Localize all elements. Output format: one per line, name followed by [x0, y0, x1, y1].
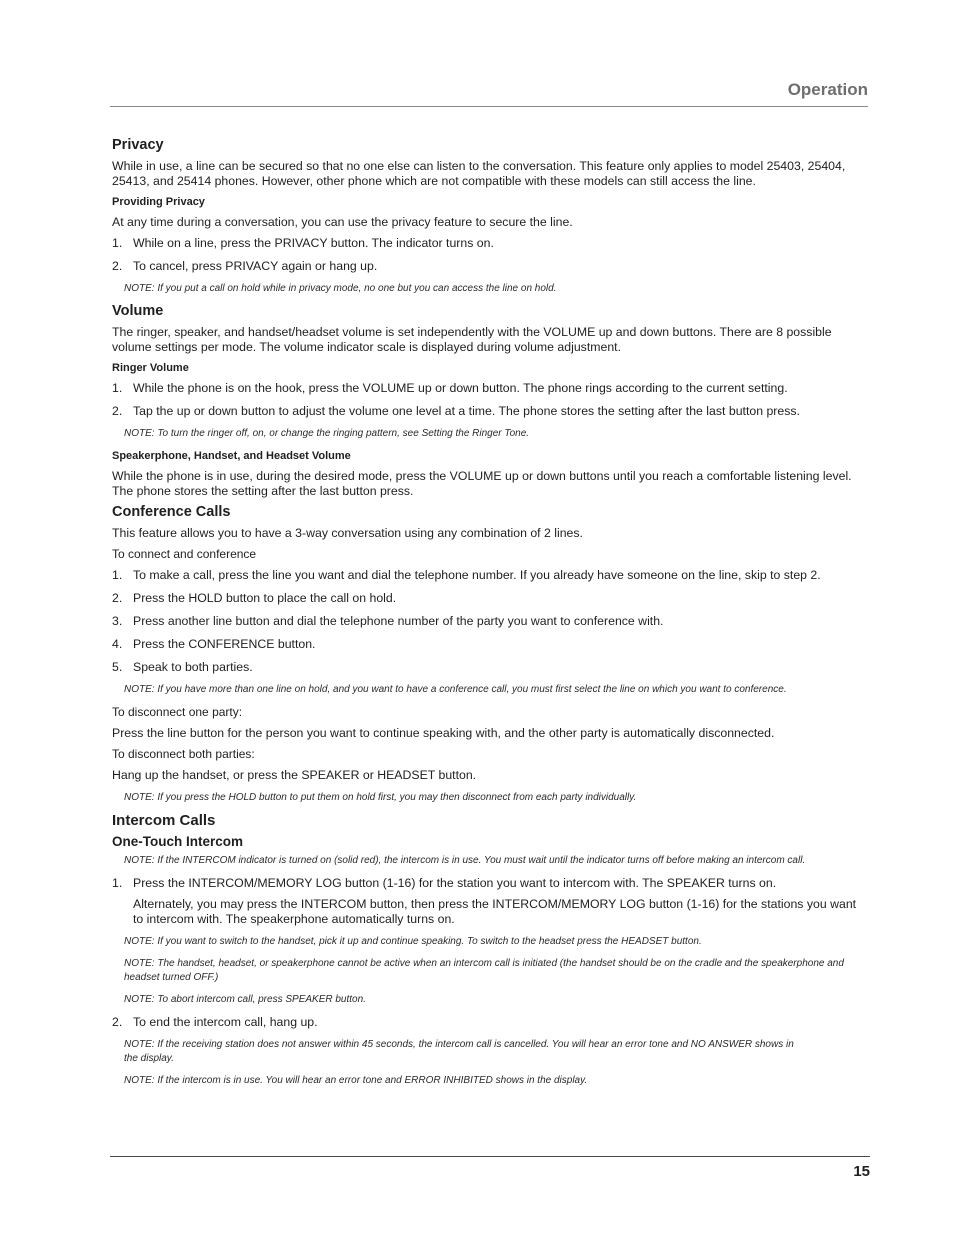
list-item — [112, 236, 866, 251]
step-text: While the phone is on the hook, press the VOLUME up or down button. The phone rings according to the current setting. — [133, 381, 788, 395]
intercom-in-use-note: NOTE: If the INTERCOM indicator is turned on (solid red), the intercom is in use. You must wait until the indicator turns off before making an intercom call. — [124, 855, 806, 866]
volume-intro: The ringer, speaker, and handset/headset volume is set independently with the VOLUME up and down buttons. There are 8 possible volume settings per mode. The volume indicator scale is displayed during volume adjustment. — [112, 325, 832, 354]
disconnect-one-text: Press the line button for the person you want to continue speaking with, and the other party is automatically disconnected. — [112, 726, 775, 740]
step-text: Tap the up or down button to adjust the volume one level at a time. The phone stores the setting after the last button press. — [133, 404, 800, 418]
intercom-inactive-note: NOTE: The handset, headset, or speakerphone cannot be active when an intercom call is initiated (the handset should be on the cradle and the speakerphone and headset turned OFF.) — [124, 958, 844, 983]
providing-privacy-heading: Providing Privacy — [112, 196, 205, 208]
list-item — [112, 876, 866, 891]
conference-steps — [112, 568, 866, 675]
footer-rule — [110, 1156, 870, 1157]
ringer-note: NOTE: To turn the ringer off, on, or change the ringing pattern, see Setting the Ringer Tone. — [124, 428, 530, 439]
step-text: Press another line button and dial the telephone number of the party you want to conference with. — [133, 614, 664, 628]
disconnect-one-heading: To disconnect one party: — [112, 705, 243, 719]
header-rule — [110, 106, 868, 107]
step-number: 1. — [112, 876, 123, 890]
step-number: 2. — [112, 1015, 123, 1029]
page-content — [112, 138, 866, 1096]
list-item — [112, 259, 866, 274]
privacy-steps — [112, 236, 866, 274]
step-text: To make a call, press the line you want and dial the telephone number. If you already have someone on the line, skip to step 2. — [133, 568, 821, 582]
list-item — [112, 1015, 866, 1030]
step-text: To end the intercom call, hang up. — [133, 1015, 318, 1029]
conference-intro: This feature allows you to have a 3-way conversation using any combination of 2 lines. — [112, 526, 583, 540]
section-title: Operation — [787, 80, 868, 99]
ringer-steps — [112, 381, 866, 419]
speaker-volume-text: While the phone is in use, during the desired mode, press the VOLUME up or down buttons until you reach a comfortable listening level. The phone stores the setting after the last button press. — [112, 469, 852, 498]
disconnect-both-text: Hang up the handset, or press the SPEAKER or HEADSET button. — [112, 768, 477, 782]
page-number: 15 — [853, 1163, 870, 1180]
intercom-no-answer-note: NOTE: If the receiving station does not answer within 45 seconds, the intercom call is cancelled. You will hear an error tone and NO ANSWER shows in the display. — [124, 1039, 794, 1064]
list-item — [112, 591, 866, 606]
intercom-inhibited-note: NOTE: If the intercom is in use. You will hear an error tone and ERROR INHIBITED shows in the display. — [124, 1075, 588, 1086]
step-number: 2. — [112, 259, 123, 273]
step-text: Press the CONFERENCE button. — [133, 637, 316, 651]
intercom-heading: Intercom Calls — [112, 812, 216, 829]
step-number: 5. — [112, 660, 123, 674]
disconnect-both-heading: To disconnect both parties: — [112, 747, 255, 761]
step-text: Press the HOLD button to place the call on hold. — [133, 591, 397, 605]
step-number: 1. — [112, 236, 123, 250]
volume-heading: Volume — [112, 303, 164, 319]
ringer-volume-heading: Ringer Volume — [112, 362, 189, 374]
privacy-note: NOTE: If you put a call on hold while in privacy mode, no one but you can access the line on hold. — [124, 283, 557, 294]
step-number: 3. — [112, 614, 123, 628]
intercom-steps — [112, 876, 866, 891]
providing-privacy-intro: At any time during a conversation, you can use the privacy feature to secure the line. — [112, 215, 573, 229]
one-touch-intercom-heading: One-Touch Intercom — [112, 834, 244, 849]
intercom-switch-note: NOTE: If you want to switch to the handset, pick it up and continue speaking. To switch to the headset press the HEADSET button. — [124, 936, 702, 947]
disconnect-note: NOTE: If you press the HOLD button to put them on hold first, you may then disconnect from each party individually. — [124, 792, 637, 803]
connect-heading: To connect and conference — [112, 547, 257, 561]
speaker-volume-heading: Speakerphone, Handset, and Headset Volume — [112, 450, 351, 462]
privacy-intro: While in use, a line can be secured so that no one else can listen to the conversation. This feature only applies to model 25403, 25404, 25413, and 25414 phones. However, other phone which are not compatible with these models can still access the line. — [112, 159, 846, 188]
step-text: To cancel, press PRIVACY again or hang up. — [133, 259, 378, 273]
conference-note: NOTE: If you have more than one line on hold, and you want to have a conference call, you must first select the line on which you want to conference. — [124, 684, 787, 695]
privacy-heading: Privacy — [112, 137, 164, 153]
intercom-steps-2 — [112, 1015, 866, 1030]
conference-heading: Conference Calls — [112, 504, 231, 520]
step-text: Speak to both parties. — [133, 660, 253, 674]
list-item — [112, 614, 866, 629]
step-number: 2. — [112, 404, 123, 418]
step-text: While on a line, press the PRIVACY button. The indicator turns on. — [133, 236, 494, 250]
step-number: 4. — [112, 637, 123, 651]
step-text: Press the INTERCOM/MEMORY LOG button (1-16) for the station you want to intercom with. The SPEAKER turns on. — [133, 876, 777, 890]
list-item — [112, 404, 866, 419]
list-item — [112, 381, 866, 396]
intercom-abort-note: NOTE: To abort intercom call, press SPEAKER button. — [124, 994, 366, 1005]
intercom-alternate-text: Alternately, you may press the INTERCOM button, then press the INTERCOM/MEMORY LOG button (1-16) for the stations you want to intercom with. The speakerphone automatically turns on. — [133, 897, 857, 926]
step-number: 1. — [112, 381, 123, 395]
list-item — [112, 660, 866, 675]
list-item — [112, 637, 866, 652]
list-item — [112, 568, 866, 583]
step-number: 2. — [112, 591, 123, 605]
step-number: 1. — [112, 568, 123, 582]
